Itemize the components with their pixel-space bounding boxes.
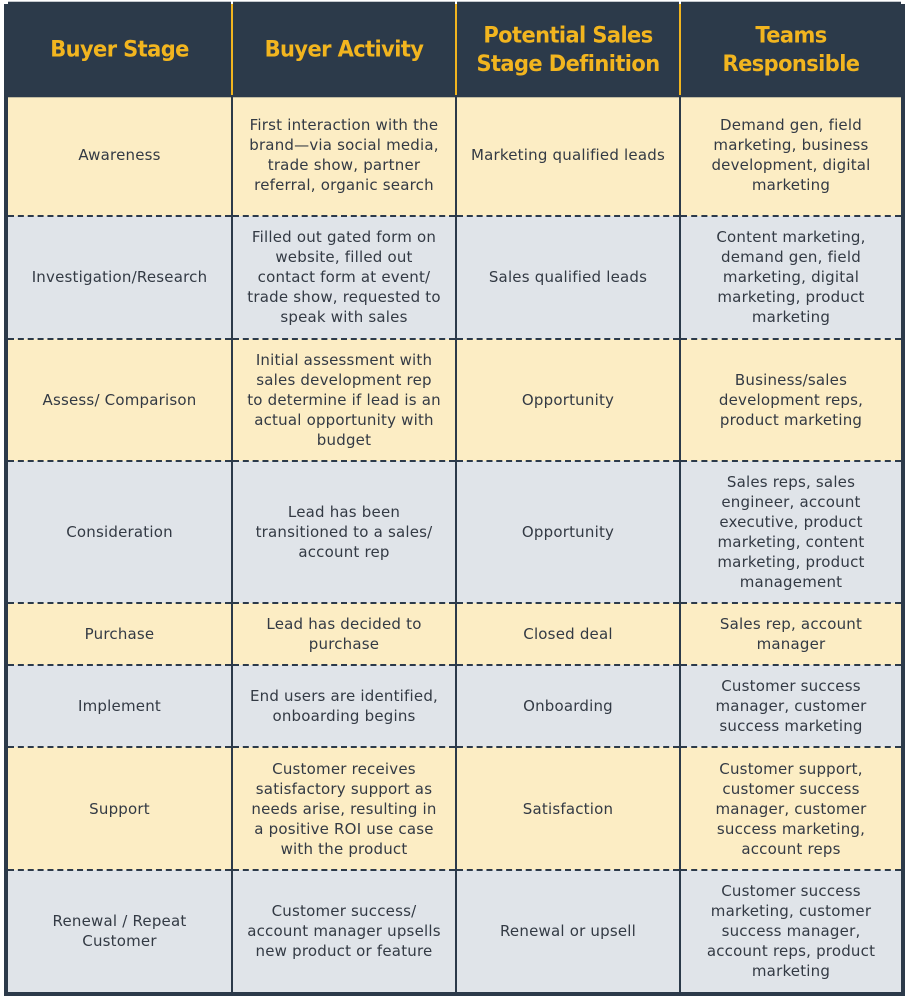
cell-buyer-activity: Lead has been transitioned to a sales/ account rep bbox=[232, 461, 456, 603]
header-teams-responsible: Teams Responsible bbox=[680, 2, 901, 98]
table-row bbox=[8, 461, 901, 603]
cell-teams-responsible: Customer success marketing, customer success manager, account reps, product marketing bbox=[680, 870, 901, 992]
cell-sales-stage-definition: Renewal or upsell bbox=[456, 870, 680, 992]
table-row bbox=[8, 603, 901, 665]
cell-sales-stage-definition: Satisfaction bbox=[456, 747, 680, 869]
cell-sales-stage-definition: Marketing qualified leads bbox=[456, 95, 680, 216]
cell-teams-responsible: Sales reps, sales engineer, account executive, product marketing, content marketing, product management bbox=[680, 461, 901, 603]
cell-buyer-activity: Filled out gated form on website, filled out contact form at event/ trade show, requested to speak with sales bbox=[232, 216, 456, 338]
table-row bbox=[8, 95, 901, 216]
header-buyer-stage: Buyer Stage bbox=[8, 2, 232, 98]
cell-buyer-stage: Investigation/Research bbox=[8, 216, 232, 338]
cell-buyer-stage: Consideration bbox=[8, 461, 232, 603]
cell-teams-responsible: Sales rep, account manager bbox=[680, 603, 901, 665]
cell-buyer-stage: Assess/ Comparison bbox=[8, 339, 232, 461]
cell-buyer-activity: Lead has decided to purchase bbox=[232, 603, 456, 665]
cell-buyer-stage: Renewal / Repeat Customer bbox=[8, 870, 232, 992]
cell-teams-responsible: Customer success manager, customer success marketing bbox=[680, 665, 901, 747]
cell-sales-stage-definition: Closed deal bbox=[456, 603, 680, 665]
cell-buyer-stage: Awareness bbox=[8, 95, 232, 216]
header-buyer-activity: Buyer Activity bbox=[232, 2, 456, 98]
cell-buyer-stage: Support bbox=[8, 747, 232, 869]
header-sales-stage-definition: Potential Sales Stage Definition bbox=[456, 2, 680, 98]
cell-sales-stage-definition: Sales qualified leads bbox=[456, 216, 680, 338]
cell-sales-stage-definition: Opportunity bbox=[456, 339, 680, 461]
cell-buyer-activity: End users are identified, onboarding begins bbox=[232, 665, 456, 747]
cell-buyer-activity: First interaction with the brand—via social media, trade show, partner referral, organic search bbox=[232, 95, 456, 216]
table-row bbox=[8, 747, 901, 869]
table-header-row bbox=[8, 4, 901, 95]
cell-teams-responsible: Demand gen, field marketing, business development, digital marketing bbox=[680, 95, 901, 216]
cell-teams-responsible: Customer support, customer success manager, customer success marketing, account reps bbox=[680, 747, 901, 869]
table-row bbox=[8, 216, 901, 338]
cell-buyer-activity: Customer success/ account manager upsells new product or feature bbox=[232, 870, 456, 992]
table-frame bbox=[4, 4, 905, 996]
cell-buyer-stage: Implement bbox=[8, 665, 232, 747]
table-row bbox=[8, 870, 901, 992]
cell-buyer-activity: Initial assessment with sales development rep to determine if lead is an actual opportunity with budget bbox=[232, 339, 456, 461]
buyer-journey-table bbox=[8, 4, 901, 992]
table-row bbox=[8, 665, 901, 747]
cell-sales-stage-definition: Opportunity bbox=[456, 461, 680, 603]
cell-buyer-activity: Customer receives satisfactory support as needs arise, resulting in a positive ROI use case with the product bbox=[232, 747, 456, 869]
cell-sales-stage-definition: Onboarding bbox=[456, 665, 680, 747]
cell-buyer-stage: Purchase bbox=[8, 603, 232, 665]
table-row bbox=[8, 339, 901, 461]
cell-teams-responsible: Content marketing, demand gen, field marketing, digital marketing, product marketing bbox=[680, 216, 901, 338]
cell-teams-responsible: Business/sales development reps, product marketing bbox=[680, 339, 901, 461]
